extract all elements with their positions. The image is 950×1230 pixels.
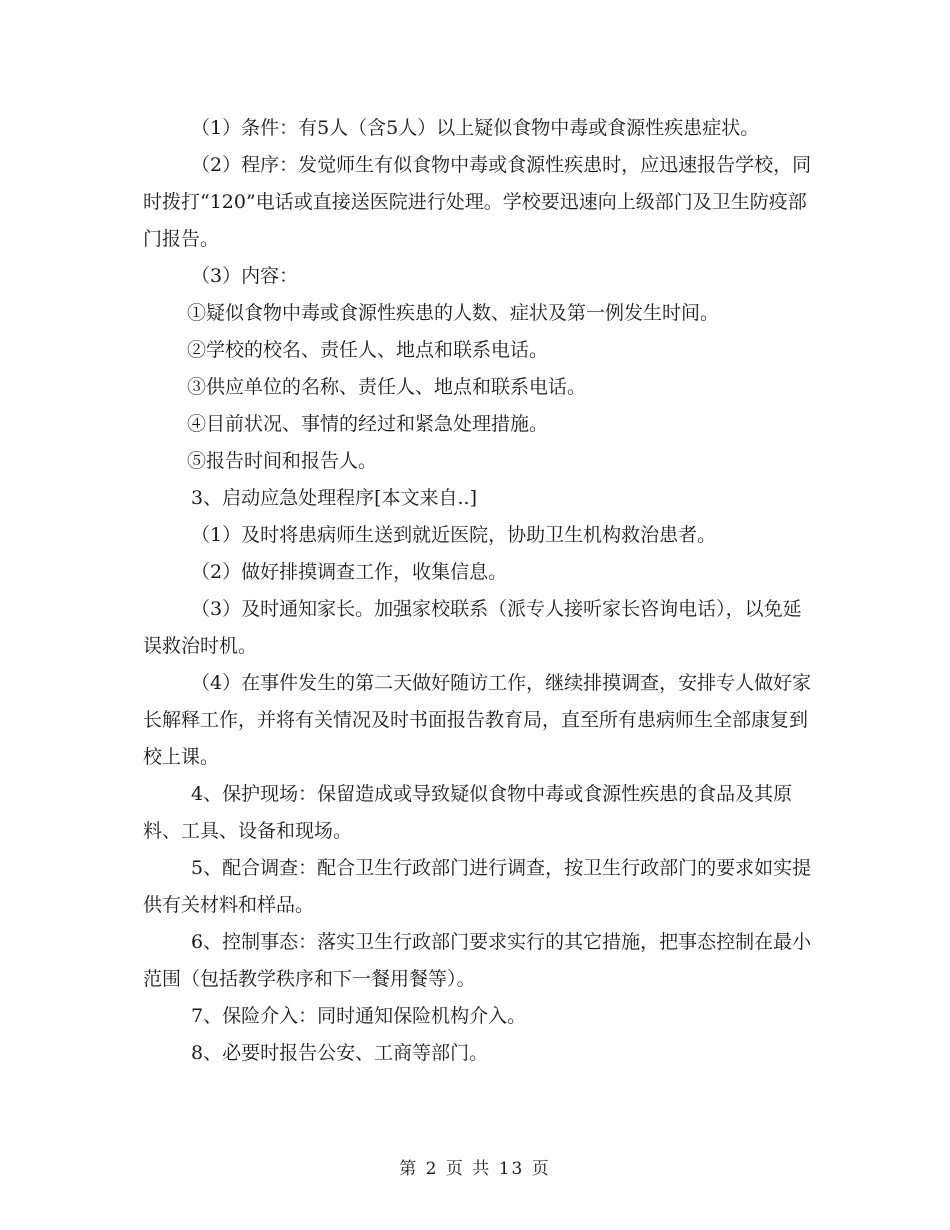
section-heading-3: 3、启动应急处理程序[本文来自..]: [191, 487, 477, 509]
page-footer: 第 2 页 共 13 页: [399, 1159, 551, 1179]
paragraph-2: （2）程序：发觉师生有似食物中毒或食源性疾患时，应迅速报告学校，同时拨打“120”电话或直接送医院进行处理。学校要迅速向上级部门及卫生防疫部门报告。: [143, 154, 812, 250]
section-5: 5、配合调查：配合卫生行政部门进行调查，按卫生行政部门的要求如实提供有关材料和样品。: [143, 857, 812, 916]
document-body: [143, 110, 813, 1072]
section-4: 4、保护现场：保留造成或导致疑似食物中毒或食源性疾患的食品及其原料、工具、设备和现场。: [143, 783, 793, 842]
paragraph-step-2: （2）做好排摸调查工作，收集信息。: [191, 561, 508, 583]
paragraph-step-1: （1）及时将患病师生送到就近医院，协助卫生机构救治患者。: [191, 524, 717, 546]
paragraph-step-3: （3）及时通知家长。加强家校联系（派专人接听家长咨询电话），以免延误救治时机。: [143, 598, 802, 657]
list-item-1: ①疑似食物中毒或食源性疾患的人数、症状及第一例发生时间。: [187, 302, 720, 324]
section-8: 8、必要时报告公安、工商等部门。: [191, 1042, 489, 1064]
paragraph-step-4: （4）在事件发生的第二天做好随访工作，继续排摸调查，安排专人做好家长解释工作，并将有关情况及时书面报告教育局，直至所有患病师生全部康复到校上课。: [143, 672, 812, 768]
list-item-3: ③供应单位的名称、责任人、地点和联系电话。: [187, 376, 587, 398]
section-7: 7、保险介入：同时通知保险机构介入。: [191, 1005, 527, 1027]
list-item-5: ⑤报告时间和报告人。: [187, 450, 378, 472]
paragraph-1: （1）条件：有5人（含5人）以上疑似食物中毒或食源性疾患症状。: [191, 117, 760, 139]
list-item-4: ④目前状况、事情的经过和紧急处理措施。: [187, 413, 549, 435]
section-6: 6、控制事态：落实卫生行政部门要求实行的其它措施，把事态控制在最小范围（包括教学秩序和下一餐用餐等）。: [143, 931, 812, 990]
list-item-2: ②学校的校名、责任人、地点和联系电话。: [187, 339, 549, 361]
paragraph-3: （3）内容：: [191, 265, 299, 287]
